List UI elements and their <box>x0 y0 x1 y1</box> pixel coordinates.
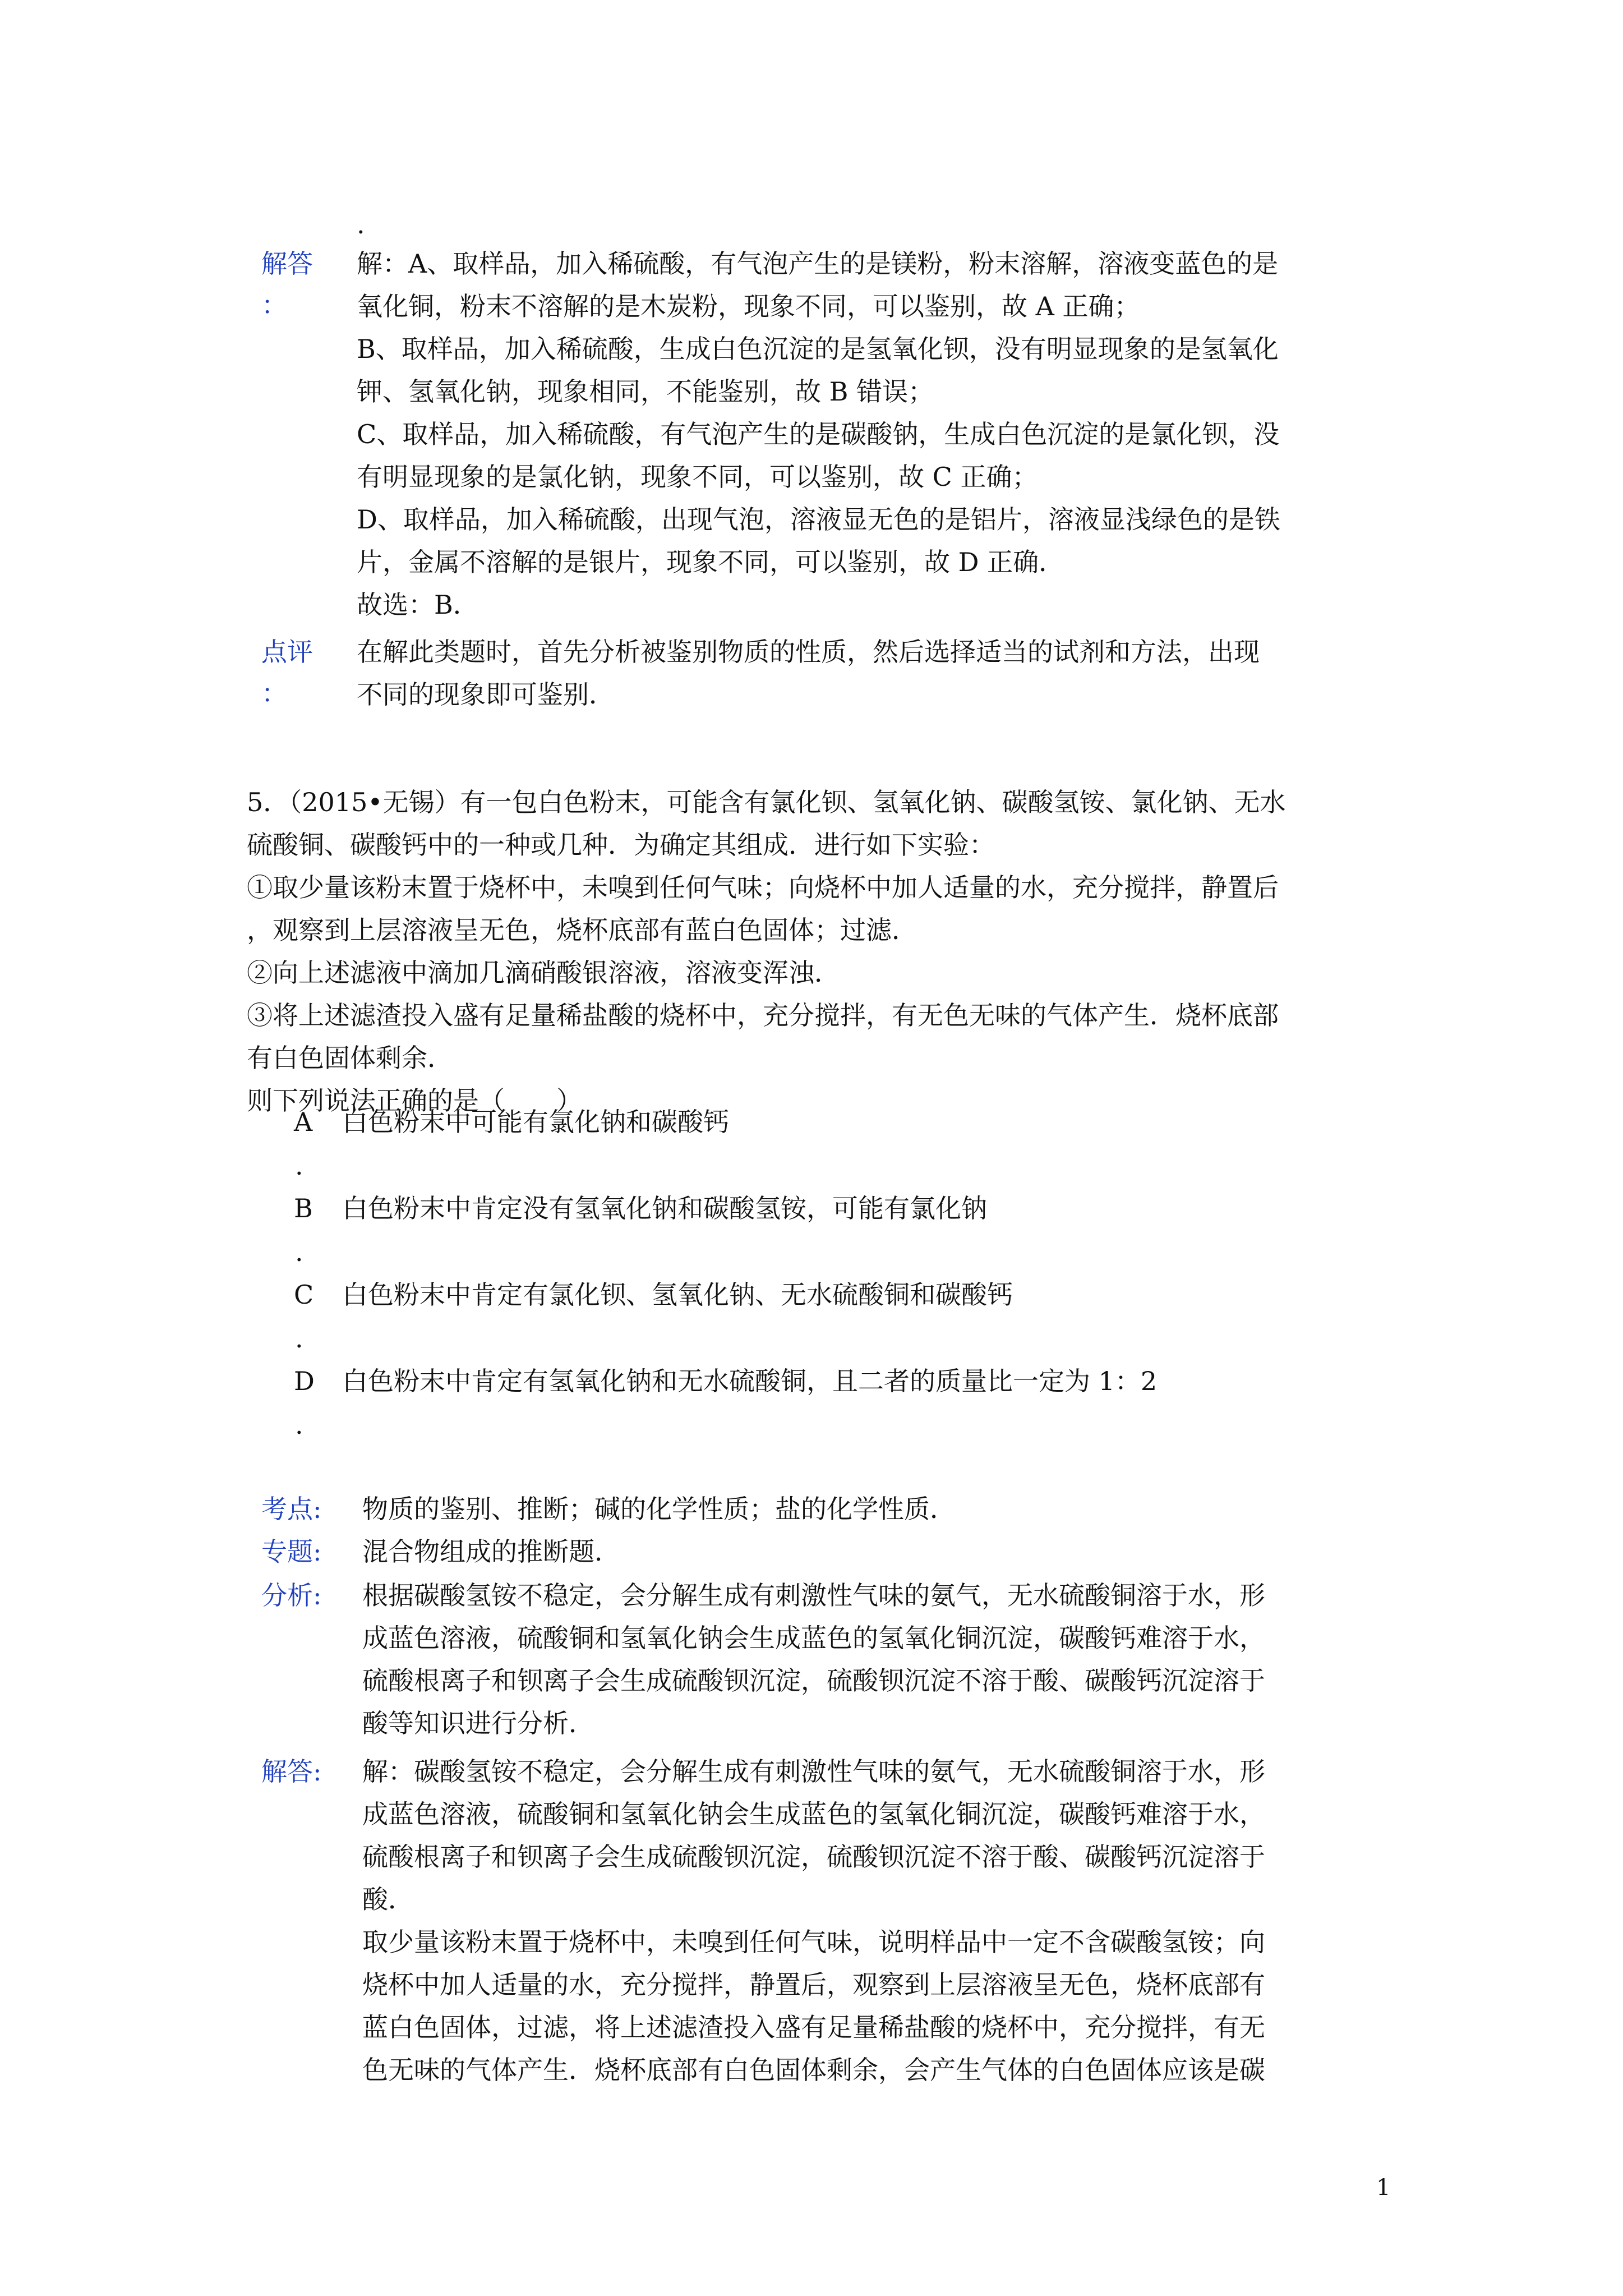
comment-label: 点评 <box>261 637 313 667</box>
text-line: 酸等知识进行分析． <box>362 1708 594 1738</box>
text-line: 氧化铜，粉末不溶解的是木炭粉，现象不同，可以鉴别，故 A 正确； <box>357 291 1140 321</box>
jieda-block <box>362 1750 1265 2091</box>
kaodian-label: 考点: <box>261 1494 322 1524</box>
page-number: 1 <box>1376 2175 1391 2201</box>
stem-line: 5．（2015•无锡）有一包白色粉末，可能含有氯化钡、氢氧化钠、碳酸氢铵、氯化钠、无水 <box>247 787 1286 817</box>
text-line: B、取样品，加入稀硫酸，生成白色沉淀的是氢氧化钡，没有明显现象的是氢氧化 <box>357 334 1279 364</box>
answer-label: 解答 <box>261 249 313 279</box>
option-a-text: 白色粉末中可能有氯化钠和碳酸钙 <box>342 1107 729 1137</box>
stem-line: ③将上述滤渣投入盛有足量稀盐酸的烧杯中，充分搅拌，有无色无味的气体产生．烧杯底部 <box>247 1000 1279 1030</box>
text-line: 在解此类题时，首先分析被鉴别物质的性质，然后选择适当的试剂和方法，出现 <box>357 637 1260 667</box>
text-line: 片，金属不溶解的是银片，现象不同，可以鉴别，故 D 正确． <box>357 547 1065 577</box>
question-stem <box>247 781 1285 1122</box>
text-line: 故选：B． <box>357 590 479 620</box>
option-c-dot: . <box>295 1323 303 1354</box>
stem-line: ①取少量该粉末置于烧杯中，未嗅到任何气味；向烧杯中加人适量的水，充分搅拌，静置后 <box>247 872 1279 903</box>
option-a-dot: . <box>295 1151 303 1181</box>
option-d-dot: . <box>295 1410 303 1440</box>
text-line: C、取样品，加入稀硫酸，有气泡产生的是碳酸钠，生成白色沉淀的是氯化钡，没 <box>357 419 1280 449</box>
option-c-letter: C <box>294 1280 314 1310</box>
option-d-letter: D <box>294 1366 315 1396</box>
text-line: 解：碳酸氢铵不稳定，会分解生成有刺激性气味的氨气，无水硫酸铜溶于水，形 <box>362 1756 1265 1787</box>
text-line: D、取样品，加入稀硫酸，出现气泡，溶液显无色的是铝片，溶液显浅绿色的是铁 <box>357 504 1280 535</box>
kaodian-text: 物质的鉴别、推断；碱的化学性质；盐的化学性质． <box>362 1494 956 1524</box>
fenxi-label: 分析: <box>261 1580 322 1611</box>
stem-line: 有白色固体剩余． <box>247 1043 453 1073</box>
jieda-label: 解答: <box>261 1756 322 1787</box>
stem-line: 硫酸铜、碳酸钙中的一种或几种．为确定其组成．进行如下实验： <box>247 830 995 860</box>
text-line: 硫酸根离子和钡离子会生成硫酸钡沉淀，硫酸钡沉淀不溶于酸、碳酸钙沉淀溶于 <box>362 1665 1265 1696</box>
option-b-letter: B <box>294 1193 313 1223</box>
text-line: 根据碳酸氢铵不稳定，会分解生成有刺激性气味的氨气，无水硫酸铜溶于水，形 <box>362 1580 1265 1611</box>
stem-line: ，观察到上层溶液呈无色，烧杯底部有蓝白色固体；过滤． <box>247 915 917 945</box>
fenxi-block <box>362 1574 1265 1745</box>
comment-block <box>357 631 1260 716</box>
stem-line: ②向上述滤液中滴加几滴硝酸银溶液，溶液变浑浊． <box>247 958 840 988</box>
text-line: 钾、氢氧化钠，现象相同，不能鉴别，故 B 错误； <box>357 376 934 407</box>
option-c-text: 白色粉末中肯定有氯化钡、氢氧化钠、无水硫酸铜和碳酸钙 <box>342 1280 1013 1310</box>
text-line: 硫酸根离子和钡离子会生成硫酸钡沉淀，硫酸钡沉淀不溶于酸、碳酸钙沉淀溶于 <box>362 1842 1265 1872</box>
text-line: 酸． <box>362 1884 414 1915</box>
answer-colon: ： <box>261 290 287 320</box>
option-d-text: 白色粉末中肯定有氢氧化钠和无水硫酸铜，且二者的质量比一定为 1：2 <box>342 1366 1158 1396</box>
text-line: 成蓝色溶液，硫酸铜和氢氧化钠会生成蓝色的氢氧化铜沉淀，碳酸钙难溶于水， <box>362 1623 1265 1653</box>
text-line: 成蓝色溶液，硫酸铜和氢氧化钠会生成蓝色的氢氧化铜沉淀，碳酸钙难溶于水， <box>362 1799 1265 1829</box>
text-line: 蓝白色固体，过滤，将上述滤渣投入盛有足量稀盐酸的烧杯中，充分搅拌，有无 <box>362 2012 1265 2042</box>
text-line: 烧杯中加人适量的水，充分搅拌，静置后，观察到上层溶液呈无色，烧杯底部有 <box>362 1970 1265 2000</box>
text-line: 有明显现象的是氯化钠，现象不同，可以鉴别，故 C 正确； <box>357 462 1038 492</box>
leading-dot: . <box>357 209 365 240</box>
text-line: 解：A、取样品，加入稀硫酸，有气泡产生的是镁粉，粉末溶解，溶液变蓝色的是 <box>357 249 1279 279</box>
option-a-letter: A <box>294 1107 313 1137</box>
comment-colon: ： <box>261 678 287 708</box>
option-b-text: 白色粉末中肯定没有氢氧化钠和碳酸氢铵，可能有氯化钠 <box>342 1193 987 1223</box>
text-line: 取少量该粉末置于烧杯中，未嗅到任何气味，说明样品中一定不含碳酸氢铵；向 <box>362 1927 1265 1957</box>
text-line: 不同的现象即可鉴别． <box>357 679 615 710</box>
zhuanti-label: 专题: <box>261 1536 322 1567</box>
stem-line: 则下列说法正确的是（ ） <box>247 1085 582 1116</box>
text-line: 色无味的气体产生．烧杯底部有白色固体剩余，会产生气体的白色固体应该是碳 <box>362 2055 1265 2085</box>
option-b-dot: . <box>295 1237 303 1267</box>
zhuanti-text: 混合物组成的推断题． <box>362 1536 620 1567</box>
prev-answer-block <box>357 242 1280 626</box>
